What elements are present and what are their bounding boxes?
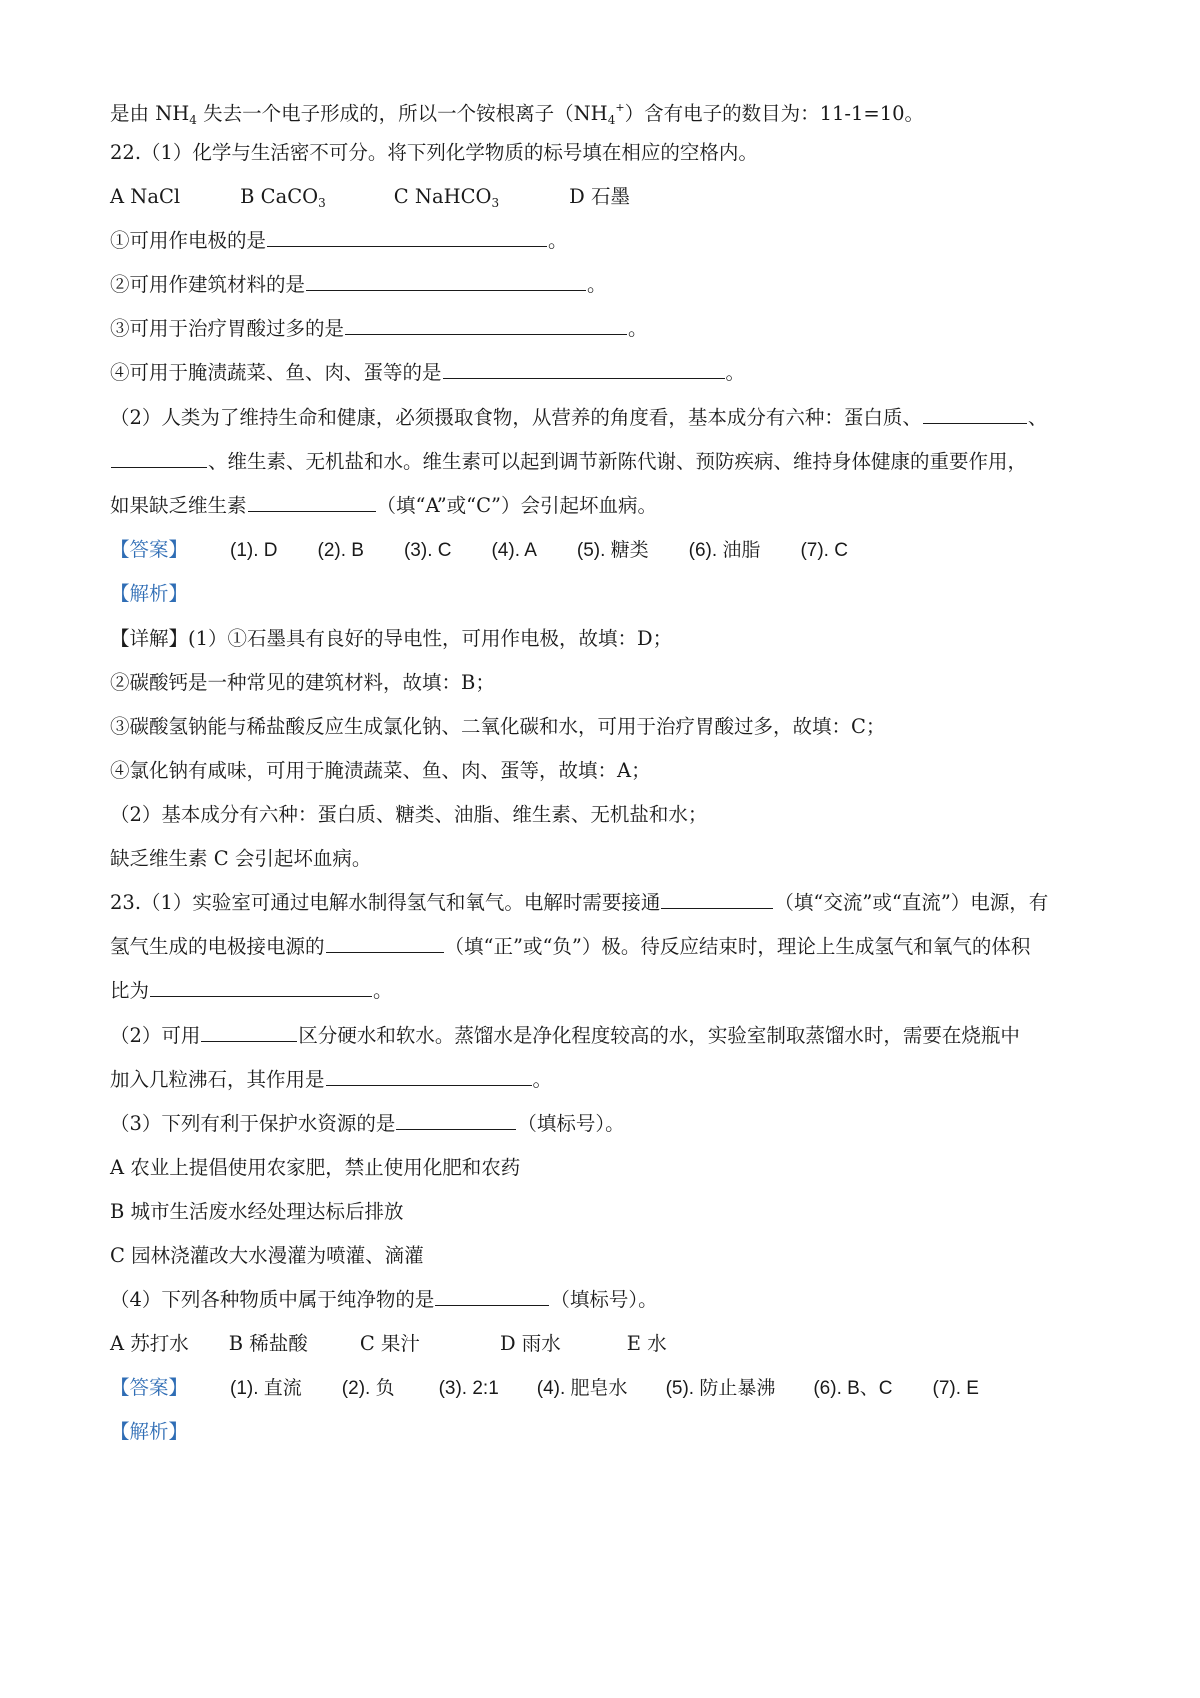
detail-line: （2）基本成分有六种：蛋白质、糖类、油脂、维生素、无机盐和水； (110, 803, 708, 826)
detail-line: ②碳酸钙是一种常见的建筑材料，故填：B； (110, 671, 495, 694)
q22-item-3: ③可用于治疗胃酸过多的是 。 (110, 317, 648, 340)
answer-blank[interactable] (661, 890, 773, 909)
option-d: D 雨水 (499, 1332, 561, 1355)
option-b: B 稀盐酸 (228, 1332, 308, 1355)
answer-item: (1). D (230, 540, 278, 561)
intro-text-3: ）含有电子的数目为：11-1=10。 (624, 102, 925, 125)
q23-part4-options (110, 1331, 667, 1357)
q22-stem: 22.（1）化学与生活密不可分。将下列化学物质的标号填在相应的空格内。 (110, 141, 758, 164)
q23-line2: 氢气生成的电极接电源的 （填“正”或“负”）极。待反应结束时，理论上生成氢气和氧气的体积 (110, 935, 1031, 958)
answer-item: (7). C (800, 540, 848, 561)
answer-blank[interactable] (396, 1111, 516, 1130)
answer-blank[interactable] (267, 228, 547, 247)
answer-item: (6). 油脂 (688, 540, 761, 561)
intro-text-2: 失去一个电子形成的，所以一个铵根离子（NH (196, 102, 608, 125)
option-c: C 果汁 (359, 1332, 420, 1355)
answer-blank[interactable] (201, 1023, 297, 1042)
answer-blank[interactable] (923, 405, 1027, 424)
option-e: E 水 (626, 1332, 667, 1355)
q22-part2-line1: （2）人类为了维持生命和健康，必须摄取食物，从营养的角度看，基本成分有六种：蛋白质、 、 (110, 406, 1048, 429)
analysis-label: 【解析】 (110, 1420, 189, 1443)
answer-blank[interactable] (306, 272, 586, 291)
q23-part3-option: A 农业上提倡使用农家肥，禁止使用化肥和农药 (110, 1156, 521, 1179)
answer-item: (1). 直流 (230, 1378, 302, 1399)
q23-line1: 23.（1）实验室可通过电解水制得氢气和氧气。电解时需要接通 （填“交流”或“直流”）电源，有 (110, 891, 1049, 914)
q22-item-4: ④可用于腌渍蔬菜、鱼、肉、蛋等的是 。 (110, 361, 746, 384)
superscript: + (615, 101, 625, 114)
answer-label: 【答案】 (110, 1376, 189, 1399)
q22-item-2: ②可用作建筑材料的是 。 (110, 273, 607, 296)
q23-part2-line1: （2）可用 区分硬水和软水。蒸馏水是净化程度较高的水，实验室制取蒸馏水时，需要在烧瓶中 (110, 1024, 1020, 1047)
subscript: 4 (607, 113, 616, 127)
q23-part3-option: C 园林浇灌改大水漫灌为喷灌、滴灌 (110, 1244, 424, 1267)
q23-part4-stem: （4）下列各种物质中属于纯净物的是 （填标号）。 (110, 1288, 658, 1311)
q22-options (110, 184, 630, 216)
answer-item: (2). B (317, 540, 364, 561)
answer-blank[interactable] (326, 1067, 532, 1086)
q22-part2-line3: 如果缺乏维生素 （填“A”或“C”）会引起坏血病。 (110, 494, 658, 517)
q22-answer-row (110, 537, 848, 564)
answer-item: (3). 2:1 (438, 1378, 499, 1399)
answer-item: (4). A (491, 540, 537, 561)
q23-answer-row (110, 1375, 979, 1402)
intro-line (110, 95, 924, 133)
detail-line: 缺乏维生素 C 会引起坏血病。 (110, 847, 372, 870)
answer-blank[interactable] (345, 316, 627, 335)
answer-item: (2). 负 (341, 1378, 395, 1399)
option-b: B CaCO$_3$ (240, 185, 326, 210)
detail-line: ④氯化钠有咸味，可用于腌渍蔬菜、鱼、肉、蛋等，故填：A； (110, 759, 651, 782)
q23-line3: 比为 。 (110, 979, 393, 1002)
answer-item: (4). 肥皂水 (536, 1378, 628, 1399)
detail-line: ③碳酸氢钠能与稀盐酸反应生成氯化钠、二氧化碳和水，可用于治疗胃酸过多，故填：C； (110, 715, 886, 738)
q23-part3-option: B 城市生活废水经处理达标后排放 (110, 1200, 404, 1223)
option-a: A 苏打水 (110, 1332, 189, 1355)
q23-part2-line2: 加入几粒沸石，其作用是 。 (110, 1068, 553, 1091)
q22-item-1: ①可用作电极的是 。 (110, 229, 568, 252)
answer-label: 【答案】 (110, 538, 189, 561)
analysis-label: 【解析】 (110, 582, 189, 605)
q23-part3-stem: （3）下列有利于保护水资源的是 （填标号）。 (110, 1112, 625, 1135)
answer-blank[interactable] (326, 934, 444, 953)
answer-blank[interactable] (443, 360, 725, 379)
answer-item: (6). B、C (813, 1378, 893, 1399)
q22-part2-line2: 、维生素、无机盐和水。维生素可以起到调节新陈代谢、预防疾病、维持身体健康的重要作用， (110, 449, 1027, 475)
option-a: A NaCl (110, 185, 181, 208)
option-d: D 石墨 (569, 185, 630, 208)
intro-text-1: 是由 NH (110, 102, 190, 125)
answer-blank[interactable] (111, 449, 207, 468)
answer-blank[interactable] (150, 978, 372, 997)
answer-item: (5). 糖类 (576, 540, 649, 561)
answer-blank[interactable] (435, 1287, 549, 1306)
answer-item: (3). C (403, 540, 452, 561)
option-c: C NaHCO$_3$ (393, 185, 500, 210)
answer-blank[interactable] (248, 493, 376, 512)
detail-line: 【详解】(1）①石墨具有良好的导电性，可用作电极，故填：D； (110, 627, 673, 650)
subscript: 4 (189, 113, 197, 127)
answer-item: (7). E (932, 1378, 979, 1399)
answer-item: (5). 防止暴沸 (665, 1378, 776, 1399)
